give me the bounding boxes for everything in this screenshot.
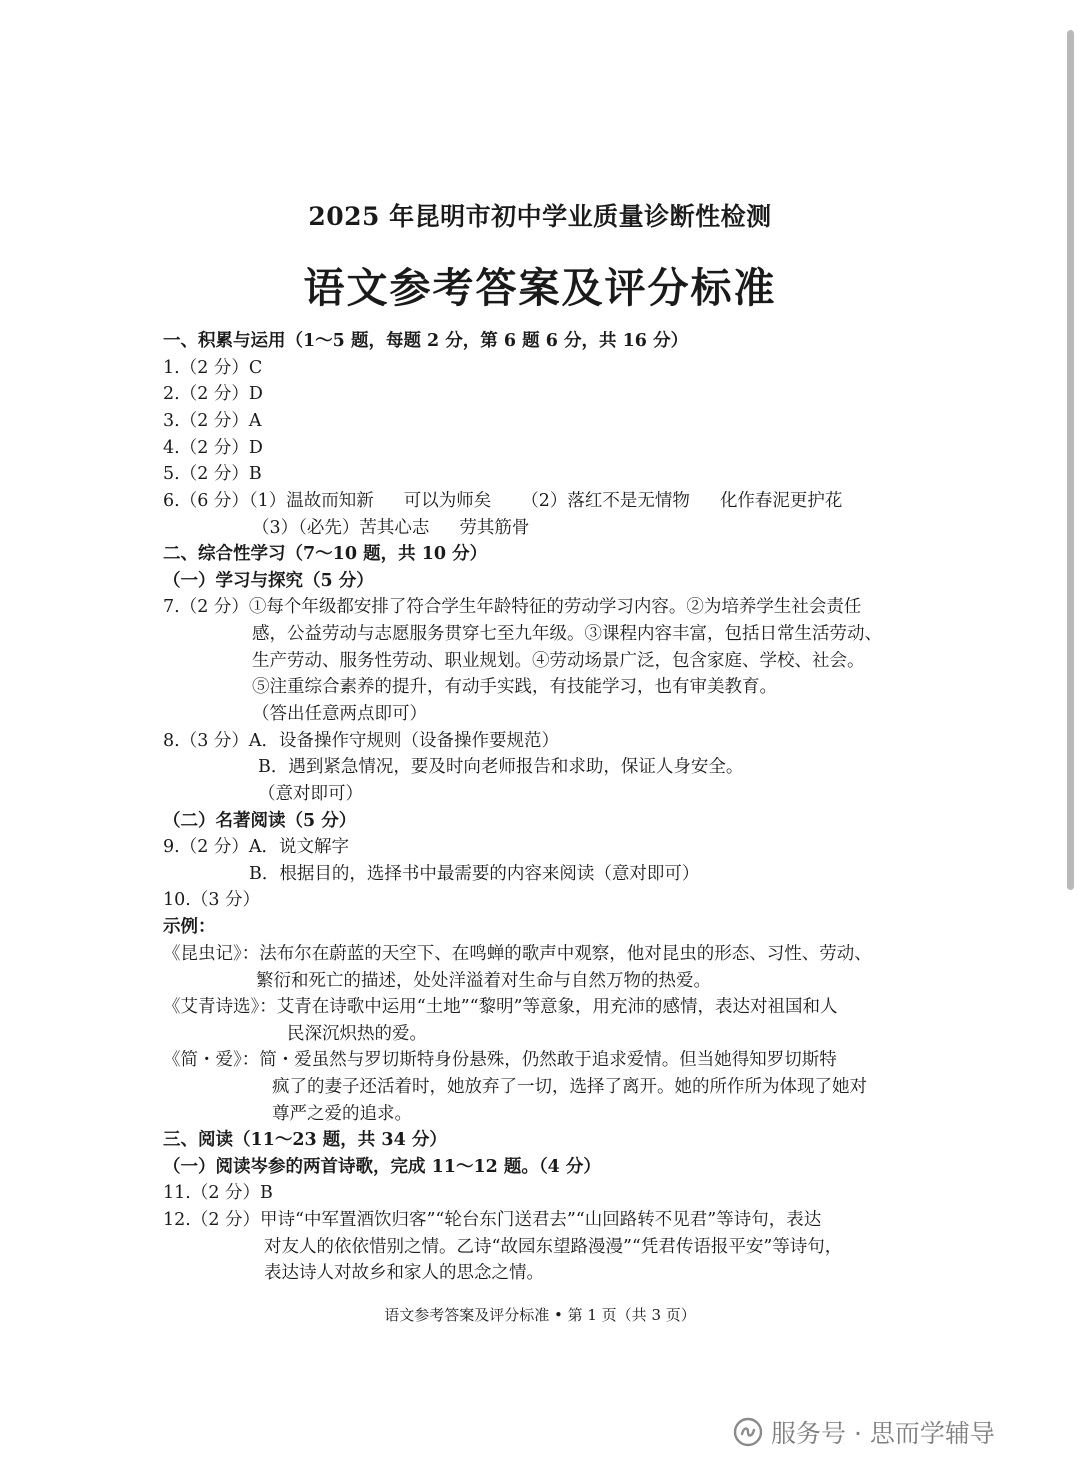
section-heading: 三、阅读（11～23 题，共 34 分） xyxy=(163,1130,447,1150)
answer-number: 6.（6 分） xyxy=(163,491,249,511)
example-line: 《简・爱》：简・爱虽然与罗切斯特身份悬殊，仍然敢于追求爱情。但当她得知罗切斯特 xyxy=(163,1050,837,1070)
answer-line: 7.（2 分）①每个年级都安排了符合学生年龄特征的劳动学习内容。②为培养学生社会责任 xyxy=(163,597,862,617)
answer-line: 9.（2 分）A．说文解字 xyxy=(163,837,350,857)
answer-line: B．遇到紧急情况，要及时向老师报告和求助，保证人身安全。 xyxy=(258,757,744,777)
section-heading: 二、综合性学习（7～10 题，共 10 分） xyxy=(163,544,488,564)
answer-part: （1）温故而知新 xyxy=(248,491,374,511)
example-line: 民深沉炽热的爱。 xyxy=(287,1024,427,1044)
answer-part: 可以为师矣 xyxy=(403,491,492,511)
watermark xyxy=(733,1410,995,1454)
answer-line: 对友人的依依惜别之情。乙诗“故园东望路漫漫”“凭君传语报平安”等诗句， xyxy=(264,1237,843,1257)
example-line: 《艾青诗选》：艾青在诗歌中运用“土地”“黎明”等意象，用充沛的感情，表达对祖国和人 xyxy=(163,997,838,1017)
page-footer: 语文参考答案及评分标准 • 第 1 页（共 3 页） xyxy=(384,1306,696,1324)
answer-line: 11.（2 分）B xyxy=(163,1183,273,1203)
answer-line: 2.（2 分）D xyxy=(163,384,263,404)
watermark-text: 服务号 · 思而学辅导 xyxy=(771,1419,995,1448)
answer-part: 劳其筋骨 xyxy=(459,518,530,538)
answer-line: 1.（2 分）C xyxy=(163,358,263,378)
example-line: 尊严之爱的追求。 xyxy=(272,1104,412,1124)
subsection-heading: （一）阅读岑参的两首诗歌，完成 11～12 题。（4 分） xyxy=(163,1157,601,1177)
page-title: 语文参考答案及评分标准 xyxy=(303,264,777,312)
subsection-heading: （二）名著阅读（5 分） xyxy=(163,811,357,831)
answer-line: 4.（2 分）D xyxy=(163,438,263,458)
answer-line xyxy=(252,515,529,541)
answer-part: （3）（必先）苦其心志 xyxy=(252,518,430,538)
answer-line: 生产劳动、服务性劳动、职业规划。④劳动场景广泛，包含家庭、学校、社会。 xyxy=(252,651,865,671)
example-line: 疯了的妻子还活着时，她放弃了一切，选择了离开。她的所作所为体现了她对 xyxy=(272,1077,867,1097)
answer-line: 10.（3 分） xyxy=(163,890,261,910)
answer-line: 表达诗人对故乡和家人的思念之情。 xyxy=(264,1263,544,1283)
answer-line xyxy=(163,488,842,514)
answer-part: 化作春泥更护花 xyxy=(719,491,843,511)
example-label: 示例： xyxy=(163,917,216,937)
answer-line: B．根据目的，选择书中最需要的内容来阅读（意对即可） xyxy=(249,864,700,884)
answer-part: （2）落红不是无情物 xyxy=(521,491,690,511)
wechat-service-icon xyxy=(733,1417,763,1447)
answer-line: ⑤注重综合素养的提升，有动手实践，有技能学习，也有审美教育。 xyxy=(252,677,777,697)
answer-line: 5.（2 分）B xyxy=(163,464,262,484)
example-line: 繁衍和死亡的描述，处处洋溢着对生命与自然万物的热爱。 xyxy=(256,971,711,991)
exam-title: 2025 年昆明市初中学业质量诊断性检测 xyxy=(308,202,772,231)
answer-line: 3.（2 分）A xyxy=(163,411,262,431)
answer-note: （答出任意两点即可） xyxy=(252,704,427,724)
subsection-heading: （一）学习与探究（5 分） xyxy=(163,571,374,591)
answer-note: （意对即可） xyxy=(258,784,363,804)
answer-line: 12.（2 分）甲诗“中军置酒饮归客”“轮台东门送君去”“山回路转不见君”等诗句，表达 xyxy=(163,1210,822,1230)
answer-line: 感，公益劳动与志愿服务贯穿七至九年级。③课程内容丰富，包括日常生活劳动、 xyxy=(252,624,882,644)
example-line: 《昆虫记》：法布尔在蔚蓝的天空下、在鸣蝉的歌声中观察，他对昆虫的形态、习性、劳动、 xyxy=(163,944,872,964)
section-heading: 一、积累与运用（1～5 题，每题 2 分，第 6 题 6 分，共 16 分） xyxy=(163,331,689,351)
answer-line: 8.（3 分）A．设备操作守规则（设备操作要规范） xyxy=(163,731,560,751)
scrollbar[interactable] xyxy=(1067,30,1074,890)
